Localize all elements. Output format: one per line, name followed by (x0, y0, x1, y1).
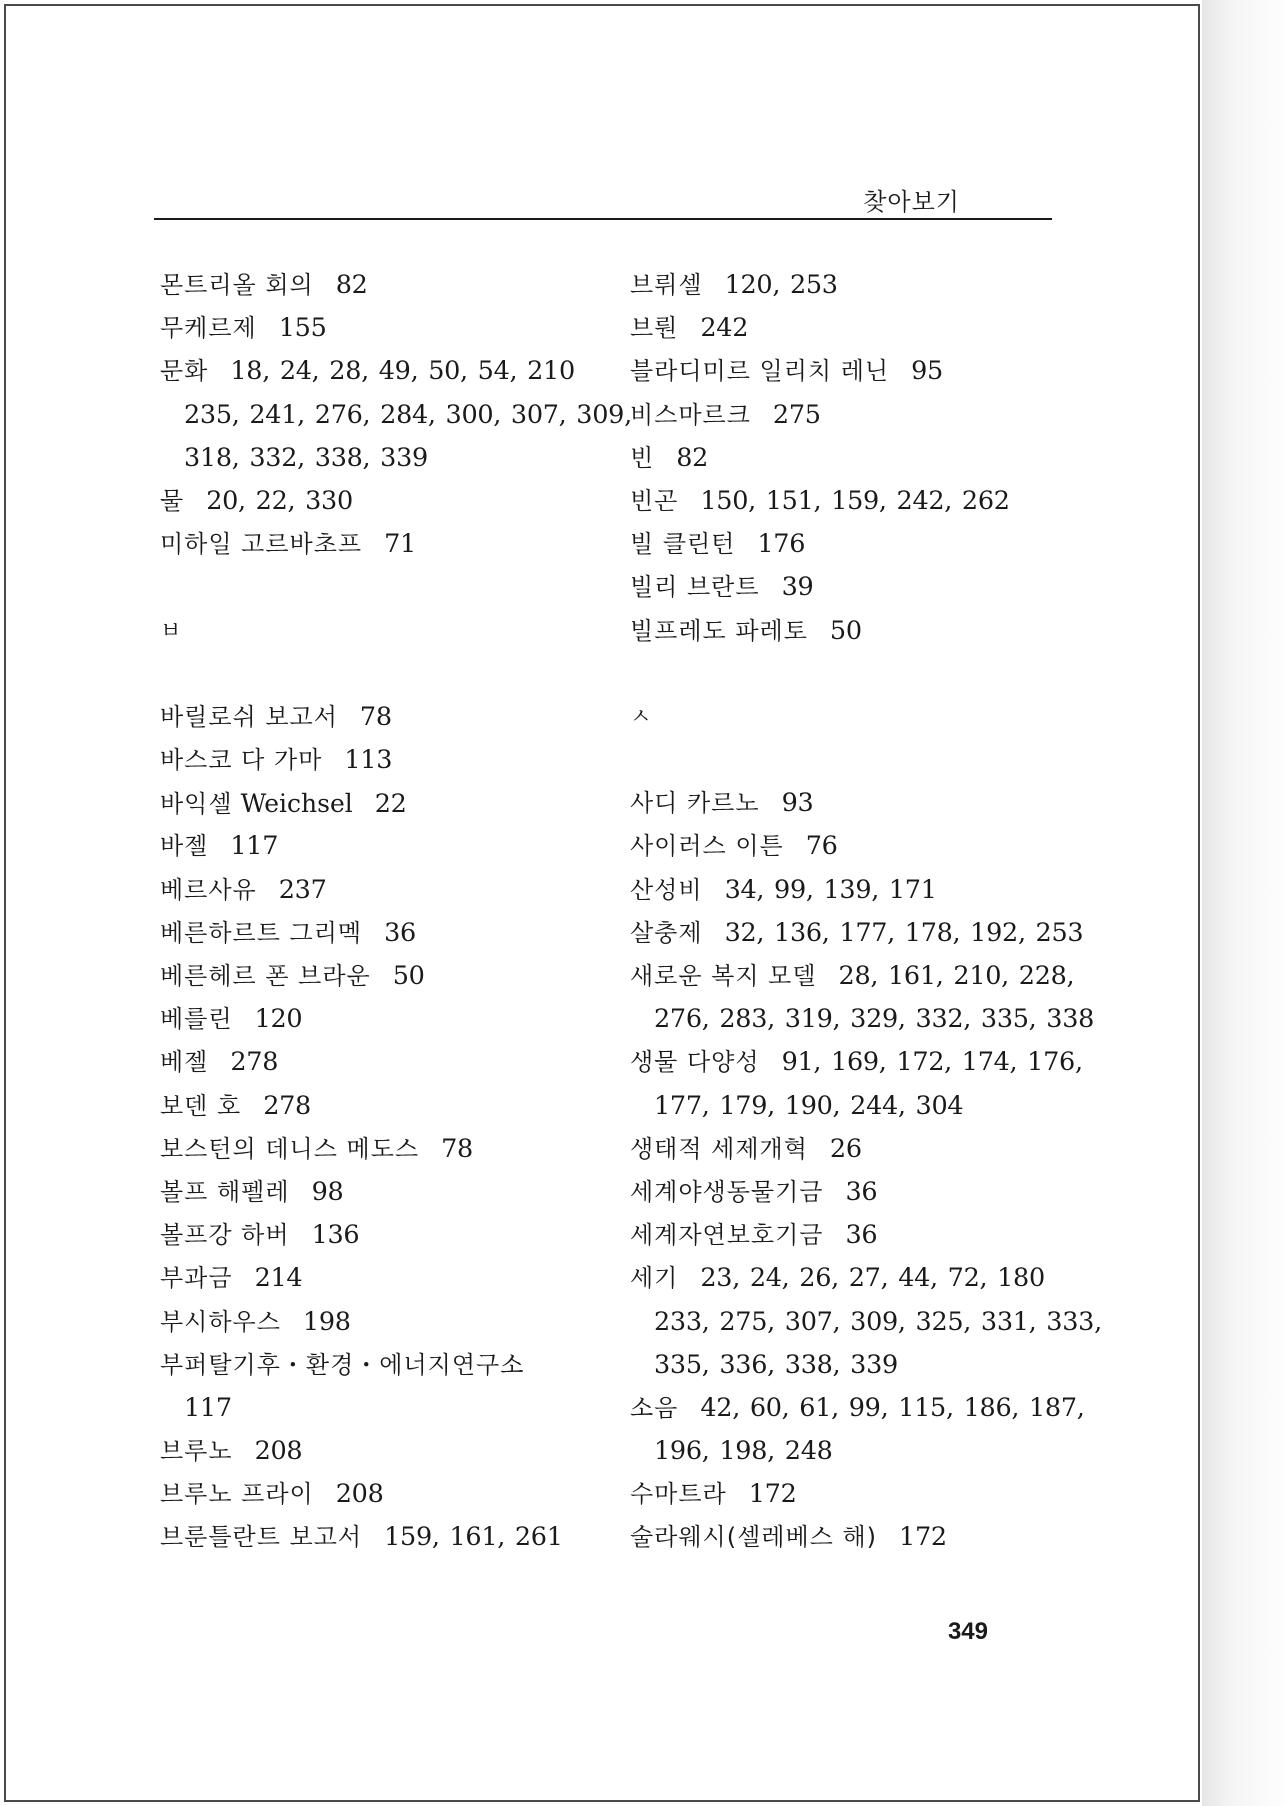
index-entry (160, 825, 600, 868)
index-pages: 95 (911, 356, 943, 387)
index-pages: 42, 60, 61, 99, 115, 186, 187, (700, 1392, 1085, 1423)
index-entry (630, 1387, 1090, 1430)
index-term: 바릴로쉬 보고서 (160, 702, 338, 731)
index-term: 보덴 호 (160, 1091, 242, 1120)
index-pages: 198 (302, 1306, 351, 1337)
index-entry (160, 696, 600, 739)
index-term: 물 (160, 486, 185, 515)
index-entry (160, 782, 600, 825)
index-term: 브뤈 (630, 314, 679, 343)
index-term: 비스마르크 (630, 400, 751, 429)
index-pages: 278 (230, 1047, 279, 1078)
index-pages: 136 (311, 1220, 360, 1251)
page-number: 349 (947, 1618, 988, 1645)
index-term: 소음 (630, 1393, 679, 1422)
index-column-left (160, 264, 632, 1560)
index-entry (630, 566, 1090, 609)
index-pages-continued: 318, 332, 338, 339 (184, 442, 428, 473)
header-rule (154, 218, 1052, 220)
index-entry (630, 782, 1090, 825)
index-entry (160, 998, 600, 1041)
index-entry (160, 307, 600, 350)
index-spacer (160, 566, 600, 609)
index-pages: 82 (676, 442, 709, 473)
index-entry (630, 1128, 1090, 1171)
index-pages: 39 (781, 572, 814, 603)
index-column-right (630, 264, 1102, 1560)
index-pages: 275 (772, 399, 821, 430)
index-pages: 278 (263, 1090, 311, 1121)
index-entry (630, 825, 1090, 868)
index-term: 브뤼셀 (630, 271, 703, 299)
index-term: 몬트리올 회의 (160, 271, 314, 299)
index-term: 보스턴의 데니스 메도스 (160, 1134, 420, 1163)
index-entry (160, 264, 600, 307)
index-term: 브루노 (160, 1437, 233, 1466)
index-pages: 208 (254, 1436, 303, 1467)
index-spacer (630, 739, 1090, 782)
index-pages: 120, 253 (724, 270, 838, 300)
index-pages: 237 (278, 874, 327, 905)
index-pages-continued: 117 (184, 1392, 232, 1423)
index-pages: 98 (311, 1176, 344, 1207)
index-entry (630, 1214, 1090, 1257)
index-entry (630, 1516, 1090, 1559)
index-term: 사디 카르노 (630, 789, 760, 818)
index-term: 바스코 다 가마 (160, 746, 323, 775)
index-entry (630, 1041, 1090, 1084)
index-term: 볼프강 하버 (160, 1221, 290, 1250)
index-pages: 50 (829, 615, 862, 646)
index-pages: 34, 99, 139, 171 (724, 874, 937, 905)
index-entry (160, 1301, 600, 1344)
index-pages: 150, 151, 159, 242, 262 (700, 485, 1010, 516)
index-term-latin: Weichsel (240, 789, 353, 819)
index-pages: 36 (384, 917, 416, 948)
index-entry (160, 869, 600, 912)
index-entry (160, 1085, 600, 1128)
index-term: 블라디미르 일리치 레닌 (630, 357, 890, 386)
index-pages-continued: 233, 275, 307, 309, 325, 331, 333, (654, 1306, 1102, 1337)
index-term: 부시하우스 (160, 1307, 281, 1336)
index-pages: 242 (700, 313, 749, 344)
index-pages: 155 (278, 313, 327, 344)
index-entry (160, 1430, 600, 1473)
index-term: 생태적 세제개혁 (630, 1134, 808, 1163)
index-entry (630, 955, 1090, 998)
index-term: 빌 클린턴 (630, 530, 736, 559)
index-pages: 36 (845, 1176, 878, 1207)
index-entry (630, 1257, 1090, 1300)
index-pages: 117 (230, 831, 279, 862)
index-term: 수마트라 (630, 1480, 727, 1509)
index-term: 바익셀 (160, 790, 233, 819)
index-term: 브루노 프라이 (160, 1480, 314, 1509)
index-entry (160, 350, 600, 393)
index-pages: 172 (748, 1479, 797, 1510)
index-entry (160, 1516, 600, 1559)
index-term: 빈곤 (630, 486, 679, 515)
index-pages: 71 (384, 529, 416, 560)
index-entry (630, 350, 1090, 393)
index-term: 빌프레도 파레토 (630, 616, 808, 645)
index-term: 술라웨시(셀레베스 해) (630, 1523, 878, 1552)
index-entry (630, 912, 1090, 955)
index-entry (160, 739, 600, 782)
index-entry (160, 1171, 600, 1214)
index-term: 산성비 (630, 875, 703, 904)
index-term: 살충제 (630, 918, 703, 947)
index-section-letter: ㅅ (630, 704, 652, 730)
index-term: 볼프 해펠레 (160, 1177, 290, 1206)
index-term: 베를린 (160, 1005, 233, 1034)
index-pages: 22 (374, 789, 407, 820)
index-entry (160, 1128, 600, 1171)
index-entry (630, 869, 1090, 912)
index-pages: 120 (254, 1004, 303, 1035)
index-spacer (630, 653, 1090, 696)
index-pages: 113 (344, 745, 393, 776)
index-entry (160, 1473, 600, 1516)
index-pages: 26 (829, 1133, 862, 1164)
index-pages-continued: 276, 283, 319, 329, 332, 335, 338 (654, 1004, 1095, 1035)
index-term: 문화 (160, 357, 209, 386)
index-term: 베른헤르 폰 브라운 (160, 962, 371, 990)
index-spacer (160, 653, 600, 696)
page-edge-shadow (1202, 0, 1284, 1806)
index-pages: 36 (845, 1220, 878, 1251)
index-term: 세계야생동물기금 (630, 1177, 824, 1206)
index-pages-continued: 177, 179, 190, 244, 304 (654, 1090, 964, 1121)
index-term: 빌리 브란트 (630, 573, 760, 602)
index-pages: 23, 24, 26, 27, 44, 72, 180 (700, 1263, 1045, 1294)
index-entry (160, 480, 600, 523)
index-term: 새로운 복지 모델 (630, 962, 817, 990)
running-head-title: 찾아보기 (863, 188, 960, 216)
index-entry (630, 264, 1090, 307)
index-pages: 50 (392, 961, 425, 991)
index-entry (630, 437, 1090, 480)
index-term: 무케르제 (160, 314, 257, 343)
index-term: 세기 (630, 1264, 679, 1293)
index-entry (160, 1344, 600, 1387)
index-term: 빈 (630, 443, 655, 472)
index-entry (160, 912, 600, 955)
index-pages-continued: 335, 336, 338, 339 (654, 1349, 898, 1380)
index-pages: 28, 161, 210, 228, (838, 961, 1075, 991)
index-entry (630, 480, 1090, 523)
index-term: 바젤 (160, 832, 209, 861)
index-entry (160, 523, 600, 566)
index-entry (630, 1473, 1090, 1516)
index-term: 세계자연보호기금 (630, 1221, 824, 1250)
index-pages: 172 (899, 1522, 947, 1553)
index-term: 사이러스 이튼 (630, 832, 784, 861)
index-term: 베젤 (160, 1048, 209, 1077)
index-pages: 214 (254, 1263, 303, 1294)
index-pages: 78 (359, 701, 392, 732)
index-pages: 78 (441, 1133, 473, 1164)
index-pages: 91, 169, 172, 174, 176, (781, 1047, 1083, 1078)
index-entry (630, 523, 1090, 566)
index-entry (160, 1214, 600, 1257)
index-term: 브룬틀란트 보고서 (160, 1523, 363, 1552)
index-term: 베른하르트 그리멕 (160, 918, 363, 947)
index-section-letter: ㅂ (160, 618, 182, 644)
index-entry (160, 1041, 600, 1084)
index-term: 부퍼탈기후・환경・에너지연구소 (160, 1350, 525, 1379)
index-entry (630, 1171, 1090, 1214)
index-entry (630, 610, 1090, 653)
index-pages-continued: 235, 241, 276, 284, 300, 307, 309, (184, 399, 632, 430)
index-entry (630, 307, 1090, 350)
index-entry (160, 955, 600, 998)
index-pages: 176 (757, 529, 806, 560)
index-term: 부과금 (160, 1264, 233, 1293)
index-term: 미하일 고르바초프 (160, 530, 363, 559)
index-pages: 159, 161, 261 (384, 1522, 563, 1553)
index-pages: 18, 24, 28, 49, 50, 54, 210 (230, 356, 575, 387)
index-entry (160, 1257, 600, 1300)
index-pages: 76 (805, 831, 838, 862)
index-pages: 20, 22, 330 (206, 485, 353, 516)
index-term: 베르사유 (160, 875, 257, 904)
index-pages: 32, 136, 177, 178, 192, 253 (724, 917, 1084, 948)
book-page (4, 4, 1200, 1802)
index-pages: 208 (335, 1479, 384, 1510)
index-entry (630, 394, 1090, 437)
index-pages-continued: 196, 198, 248 (654, 1436, 833, 1467)
index-term: 생물 다양성 (630, 1048, 760, 1077)
index-pages: 82 (335, 270, 368, 300)
index-pages: 93 (781, 788, 814, 819)
